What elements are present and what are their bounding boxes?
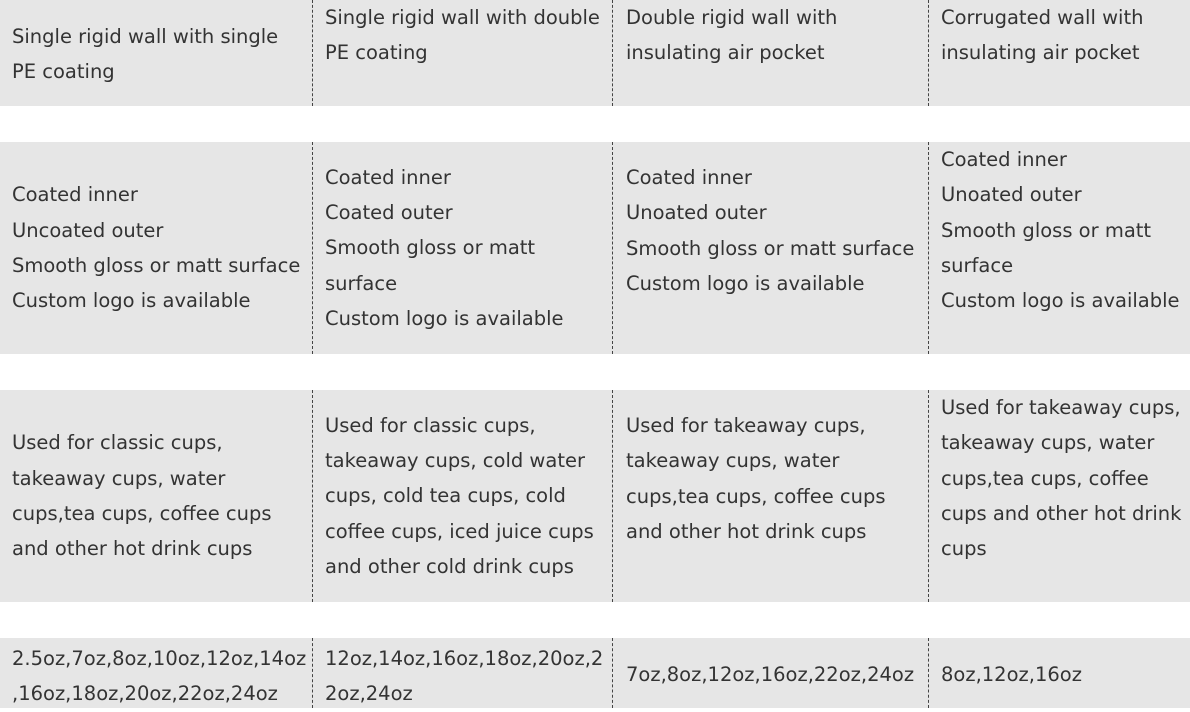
cell-text-line: surface bbox=[941, 253, 1014, 277]
table-cell bbox=[626, 0, 926, 106]
cell-text-line: Corrugated wall with bbox=[941, 6, 1144, 29]
cell-text-line: Smooth gloss or matt surface bbox=[626, 236, 915, 260]
cell-text-line: 8oz,12oz,16oz bbox=[941, 663, 1082, 686]
cell-text-line: Coated inner bbox=[12, 183, 138, 207]
column-divider bbox=[928, 0, 929, 106]
table-row bbox=[0, 390, 1190, 602]
cell-text-line: 2oz,24oz bbox=[325, 682, 413, 706]
cell-text-line: and other cold drink cups bbox=[325, 554, 574, 578]
cell-text-line: cups and other hot drink bbox=[941, 501, 1182, 525]
cell-text-line: takeaway cups, cold water bbox=[325, 449, 585, 473]
cell-text-line: 12oz,14oz,16oz,18oz,20oz,2 bbox=[325, 647, 604, 670]
cell-text-line: cups,tea cups, coffee cups bbox=[626, 484, 886, 508]
cell-text-line: and other hot drink cups bbox=[626, 519, 867, 543]
cell-text-line: Single rigid wall with double bbox=[325, 6, 600, 29]
column-divider bbox=[612, 390, 613, 602]
table-cell bbox=[626, 638, 926, 708]
column-divider bbox=[612, 0, 613, 106]
cell-text-line: Single rigid wall with single bbox=[12, 24, 279, 48]
cell-text-line: Smooth gloss or matt surface bbox=[12, 254, 301, 277]
cell-text-line: insulating air pocket bbox=[626, 41, 825, 65]
table-cell bbox=[325, 390, 611, 602]
cell-text-line: PE coating bbox=[325, 41, 428, 65]
column-divider bbox=[312, 638, 313, 708]
cell-text-line: Uncoated outer bbox=[12, 218, 164, 242]
cell-text-line: takeaway cups, water bbox=[12, 466, 226, 490]
table-cell bbox=[325, 142, 611, 354]
table-cell bbox=[626, 142, 926, 354]
cell-text-line: takeaway cups, water bbox=[941, 431, 1155, 455]
column-divider bbox=[928, 142, 929, 354]
cell-text-line: PE coating bbox=[12, 60, 115, 83]
cell-text-line: Used for classic cups, bbox=[12, 431, 223, 455]
cell-text-line: cups,tea cups, coffee cups bbox=[12, 502, 272, 525]
table-row bbox=[0, 0, 1190, 106]
cell-text-line: 7oz,8oz,12oz,16oz,22oz,24oz bbox=[626, 663, 915, 686]
table-cell bbox=[941, 0, 1190, 106]
cell-text-line: surface bbox=[325, 271, 398, 295]
cell-text-line: takeaway cups, water bbox=[626, 449, 840, 473]
table-cell bbox=[941, 638, 1190, 708]
cell-text-line: Used for takeaway cups, bbox=[941, 396, 1181, 419]
cell-text-line: Smooth gloss or matt bbox=[325, 236, 536, 260]
column-divider bbox=[312, 390, 313, 602]
cell-text-line: Used for classic cups, bbox=[325, 413, 536, 437]
table-row bbox=[0, 142, 1190, 354]
cell-text-line: ,16oz,18oz,20oz,22oz,24oz bbox=[12, 682, 278, 706]
cell-text-line: Used for takeaway cups, bbox=[626, 414, 866, 437]
table-cell bbox=[941, 390, 1190, 602]
cell-text-line: Smooth gloss or matt bbox=[941, 218, 1152, 242]
column-divider bbox=[928, 638, 929, 708]
cell-text-line: Unoated outer bbox=[626, 201, 767, 225]
table-row bbox=[0, 638, 1190, 708]
column-divider bbox=[312, 0, 313, 106]
column-divider bbox=[928, 390, 929, 602]
table-cell bbox=[941, 142, 1190, 354]
cell-text-line: insulating air pocket bbox=[941, 41, 1140, 65]
column-divider bbox=[612, 638, 613, 708]
column-divider bbox=[612, 142, 613, 354]
cell-text-line: cups, cold tea cups, cold bbox=[325, 484, 566, 508]
column-divider bbox=[312, 142, 313, 354]
table-cell bbox=[626, 390, 926, 602]
cell-text-line: Coated inner bbox=[941, 148, 1067, 171]
table-cell bbox=[12, 390, 312, 602]
cell-text-line: coffee cups, iced juice cups bbox=[325, 519, 594, 543]
cell-text-line: Double rigid wall with bbox=[626, 6, 838, 29]
cell-text-line: cups,tea cups, coffee bbox=[941, 466, 1149, 490]
cell-text-line: Custom logo is available bbox=[626, 271, 865, 295]
cell-text-line: Coated outer bbox=[325, 201, 453, 225]
cell-text-line: Unoated outer bbox=[941, 183, 1082, 207]
table-cell bbox=[12, 142, 312, 354]
table-cell bbox=[12, 638, 312, 708]
cell-text-line: 2.5oz,7oz,8oz,10oz,12oz,14oz bbox=[12, 647, 307, 670]
cell-text-line: Custom logo is available bbox=[12, 289, 251, 313]
table-cell bbox=[12, 0, 312, 106]
cell-text-line: and other hot drink cups bbox=[12, 537, 253, 561]
cell-text-line: Coated inner bbox=[325, 165, 451, 189]
cell-text-line: Custom logo is available bbox=[325, 306, 564, 330]
cell-text-line: cups bbox=[941, 537, 987, 561]
table-cell bbox=[325, 638, 611, 708]
cell-text-line: Custom logo is available bbox=[941, 289, 1180, 313]
table-cell bbox=[325, 0, 611, 106]
cell-text-line: Coated inner bbox=[626, 166, 752, 189]
